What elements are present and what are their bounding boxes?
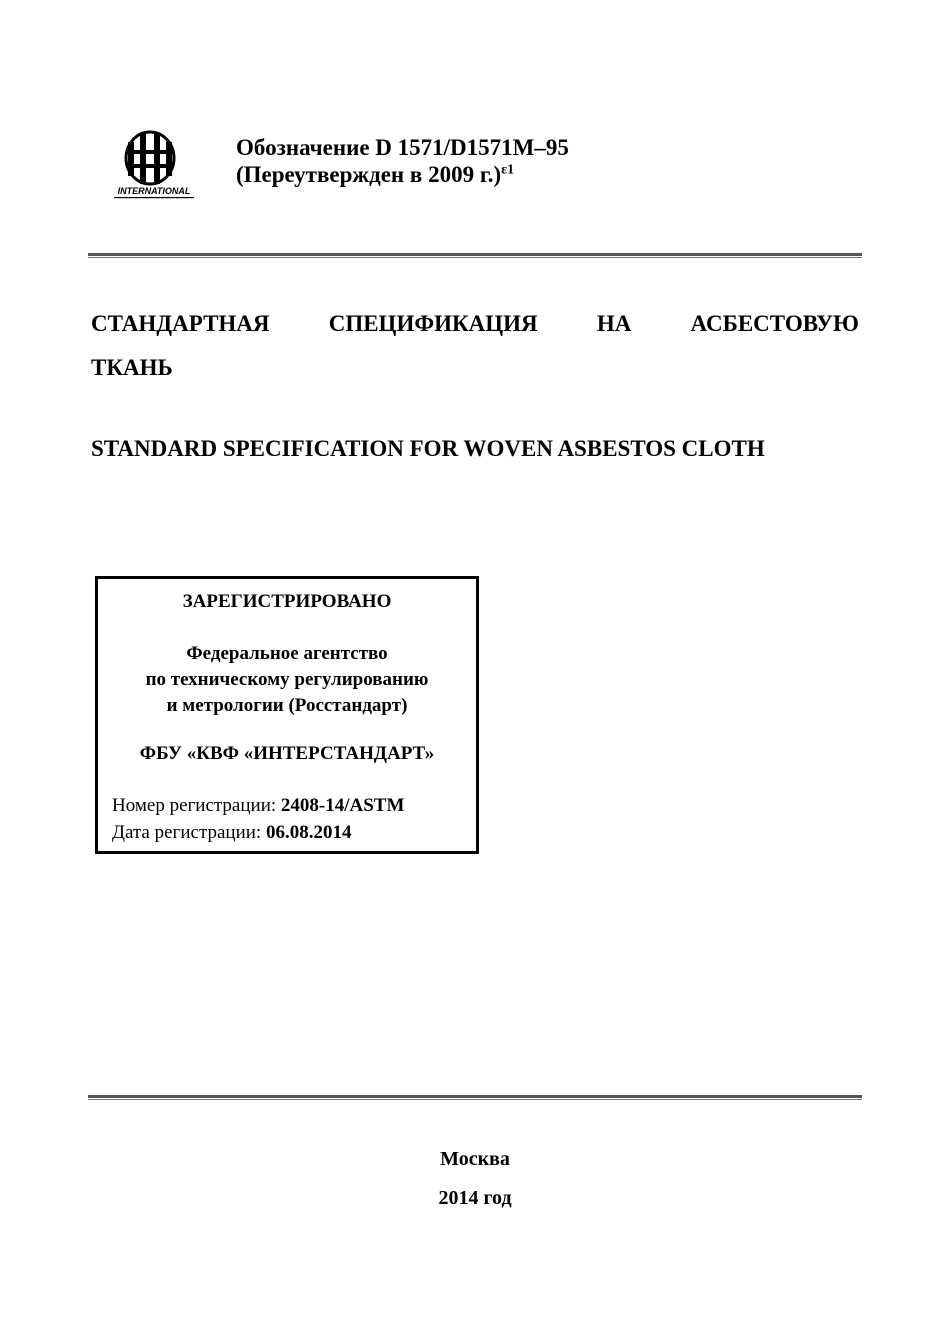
stamp-agency — [98, 641, 476, 719]
logo-subtext: INTERNATIONAL — [117, 186, 191, 196]
reg-date: 06.08.2014 — [265, 822, 352, 843]
title-english: STANDARD SPECIFICATION FOR WOVEN ASBESTOS CLOTH — [91, 436, 765, 461]
designation-line1: Обозначение D 1571/D1571M–95 — [236, 135, 569, 160]
reapproved-text: (Переутвержден в 2009 г.) — [236, 162, 502, 187]
registration-details — [112, 792, 404, 846]
title-ru-line2: ТКАНЬ — [91, 355, 173, 380]
title-ru-word: АСБЕСТОВУЮ — [690, 311, 859, 336]
footer-city: Москва — [440, 1148, 510, 1170]
agency-line: Федеральное агентство — [186, 643, 388, 664]
title-russian — [91, 302, 859, 390]
title-ru-word: СТАНДАРТНАЯ — [91, 311, 270, 336]
designation-line2 — [236, 161, 569, 188]
footer-year: 2014 год — [438, 1187, 512, 1209]
title-ru-word: СПЕЦИФИКАЦИЯ — [328, 311, 538, 336]
registration-stamp — [95, 576, 479, 854]
stamp-header: ЗАРЕГИСТРИРОВАНО — [182, 591, 392, 612]
agency-line: по техническому регулированию — [145, 669, 429, 690]
epsilon-superscript: ε1 — [501, 162, 515, 178]
bottom-divider — [88, 1095, 862, 1101]
standard-designation — [236, 134, 569, 188]
title-ru-word: НА — [596, 311, 632, 336]
astm-logo — [110, 128, 200, 200]
agency-line: и метрологии (Росстандарт) — [166, 695, 408, 716]
reg-number: 2408-14/ASTM — [280, 795, 405, 816]
top-divider — [88, 253, 862, 259]
reg-date-label: Дата регистрации: — [112, 822, 266, 843]
stamp-organization: ФБУ «КВФ «ИНТЕРСТАНДАРТ» — [139, 743, 435, 764]
reg-number-label: Номер регистрации: — [112, 795, 281, 816]
